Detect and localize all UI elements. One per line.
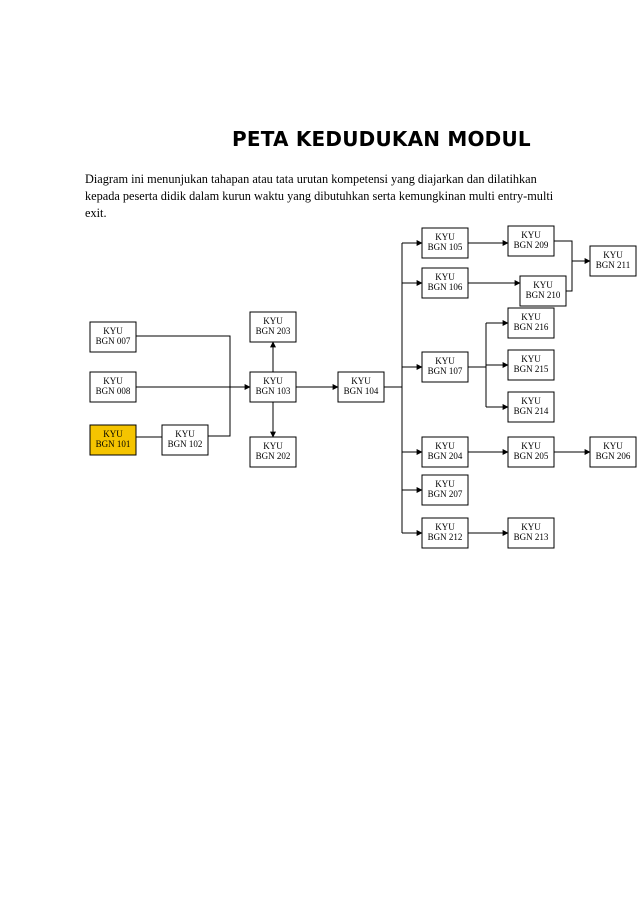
module-box-213 (508, 518, 554, 548)
module-code-label: BGN 209 (513, 240, 549, 250)
module-code-label: BGN 213 (513, 532, 549, 542)
module-box-211 (590, 246, 636, 276)
diagram-description: Diagram ini menunjukan tahapan atau tata urutan kompetensi yang diajarkan dan dilatihkan kepada peserta didik dalam kurun waktu yang dibutuhkan serta kemungkinan multi entry-multi exit. (85, 172, 554, 220)
module-box-206 (590, 437, 636, 467)
module-prefix-label: KYU (435, 522, 455, 532)
module-code-label: BGN 212 (427, 532, 463, 542)
module-prefix-label: KYU (263, 441, 283, 451)
module-box-007 (90, 322, 136, 352)
module-code-label: BGN 206 (595, 451, 631, 461)
module-prefix-label: KYU (435, 232, 455, 242)
module-code-label: BGN 211 (595, 260, 631, 270)
module-prefix-label: KYU (435, 441, 455, 451)
module-box-207 (422, 475, 468, 505)
module-code-label: BGN 103 (255, 386, 291, 396)
module-code-label: BGN 210 (525, 290, 561, 300)
module-box-214 (508, 392, 554, 422)
module-box-215 (508, 350, 554, 380)
module-code-label: BGN 202 (255, 451, 291, 461)
module-code-label: BGN 215 (513, 364, 549, 374)
module-code-label: BGN 214 (513, 406, 549, 416)
module-box-102 (162, 425, 208, 455)
module-prefix-label: KYU (603, 441, 623, 451)
module-box-106 (422, 268, 468, 298)
module-code-label: BGN 204 (427, 451, 463, 461)
module-code-label: BGN 105 (427, 242, 463, 252)
module-box-203 (250, 312, 296, 342)
module-prefix-label: KYU (521, 312, 541, 322)
module-box-105 (422, 228, 468, 258)
module-prefix-label: KYU (103, 326, 123, 336)
module-code-label: BGN 101 (95, 439, 131, 449)
module-prefix-label: KYU (103, 376, 123, 386)
module-prefix-label: KYU (435, 272, 455, 282)
module-code-label: BGN 205 (513, 451, 549, 461)
module-prefix-label: KYU (435, 356, 455, 366)
module-prefix-label: KYU (175, 429, 195, 439)
module-code-label: BGN 104 (343, 386, 379, 396)
module-code-label: BGN 008 (95, 386, 131, 396)
module-box-008 (90, 372, 136, 402)
module-prefix-label: KYU (521, 441, 541, 451)
module-box-205 (508, 437, 554, 467)
module-prefix-label: KYU (263, 376, 283, 386)
module-box-212 (422, 518, 468, 548)
module-prefix-label: KYU (521, 230, 541, 240)
module-prefix-label: KYU (103, 429, 123, 439)
module-code-label: BGN 216 (513, 322, 549, 332)
module-box-204 (422, 437, 468, 467)
module-box-101 (90, 425, 136, 455)
module-box-209 (508, 226, 554, 256)
module-code-label: BGN 102 (167, 439, 203, 449)
module-prefix-label: KYU (521, 354, 541, 364)
module-code-label: BGN 203 (255, 326, 291, 336)
module-prefix-label: KYU (533, 280, 553, 290)
module-code-label: BGN 207 (427, 489, 463, 499)
module-prefix-label: KYU (435, 479, 455, 489)
module-code-label: BGN 106 (427, 282, 463, 292)
module-prefix-label: KYU (603, 250, 623, 260)
module-code-label: BGN 007 (95, 336, 131, 346)
module-prefix-label: KYU (263, 316, 283, 326)
module-code-label: BGN 107 (427, 366, 463, 376)
module-box-103 (250, 372, 296, 402)
connector-007-merge (136, 336, 230, 436)
module-box-104 (338, 372, 384, 402)
module-box-202 (250, 437, 296, 467)
page-title: PETA KEDUDUKAN MODUL (232, 127, 531, 151)
module-prefix-label: KYU (351, 376, 371, 386)
module-box-107 (422, 352, 468, 382)
module-box-216 (508, 308, 554, 338)
module-box-210 (520, 276, 566, 306)
module-prefix-label: KYU (521, 396, 541, 406)
module-prefix-label: KYU (521, 522, 541, 532)
